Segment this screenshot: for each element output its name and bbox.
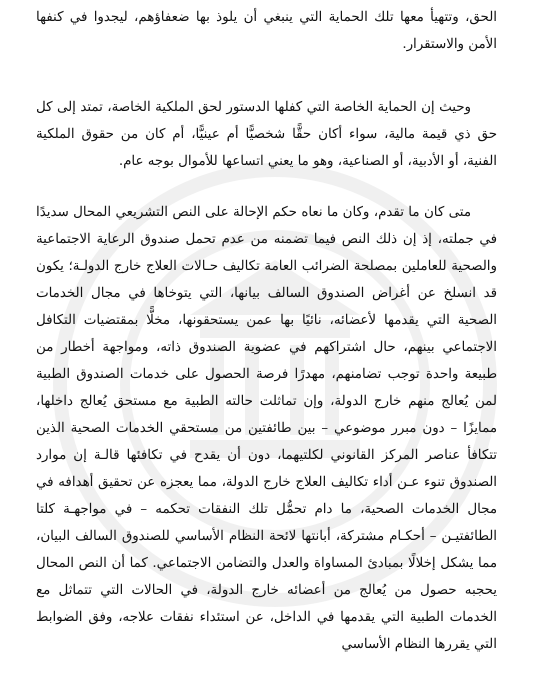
paragraph-3: متى كان ما تقدم، وكان ما نعاه حكم الإحالة على النص التشريعي المحال سديدًا في جملته، إذ إن ذلك النص فيما تضمنه من عدم تحمل صندوق الرعاية الاجتماعية والصحية للعاملين بمصلحة الضرائب العامة تكاليف حـالات العلاج خارج الدولـة؛ يكون قد انسلخ عن أغراض الصندوق السالف بيانها، التي يتوخاها في مجال الخدمات الصحية التي يقدمها لأعضائه، نائيًا بها عمن يستحقونها، مخلًّا بمقتضيات التكافل الاجتماعي بينهم، حال اشتراكهم في عضوية الصندوق ذاته، ومواجهة أخطار من طبيعة واحدة توجب تضامنهم، مهدرًا فرصة الحصول على خدمات الصندوق الطبية لمن يُعالج منهم خارج الدولة، وإن تماثلت حالته الطبية مع مستحق يُعالج داخلها، ممايزًا – دون مبرر موضوعي – بين طائفتين من مستحقي الخدمات الصحية الذين تتكافأ عناصر المركز القانوني لكلتيهما، دون أن يقدح في تكافئها قالـة إن موارد الصندوق تنوء عـن أداء تكاليف العلاج خارج الدولة، مما يعجزه عن تحقيق أهدافه في مجال الخدمات الصحية، ما دام تحمُّل تلك النفقات تحكمه – في مواجهـة كلتا الطائفتيـن – أحكـام مشتركة، أبانتها لائحة النظام الأساسي للصندوق السالف البيان، مما يشكل إخلالًا بمبادئ المساواة والعدل والتضامن الاجتماعي. كما أن النص المحال يحجبه حصول من يُعالج من أعضائه خارج الدولة، في الحالات التي تتماثل مع الخدمات الطبية التي يقدمها في الداخل، عن استئداء نفقات علاجه، وفق الضوابط التي يقررها النظام الأساسي: [36, 205, 497, 652]
paragraph-1: الحق، وتتهيأ معها تلك الحماية التي ينبغي أن يلوذ بها ضعفاؤهم، ليجدوا في كنفها الأمن والاستقرار.: [36, 10, 497, 52]
paragraph-2: وحيث إن الحماية الخاصة التي كفلها الدستور لحق الملكية الخاصة، تمتد إلى كل حق ذي قيمة مالية، سواء أكان حقًّا شخصيًّا أم عينيًّا، أم كان من حقوق الملكية الفنية، أو الأدبية، أو الصناعية، وهو ما يعني اتساعها للأموال بوجه عام.: [36, 100, 497, 169]
document-body: [36, 0, 497, 658]
